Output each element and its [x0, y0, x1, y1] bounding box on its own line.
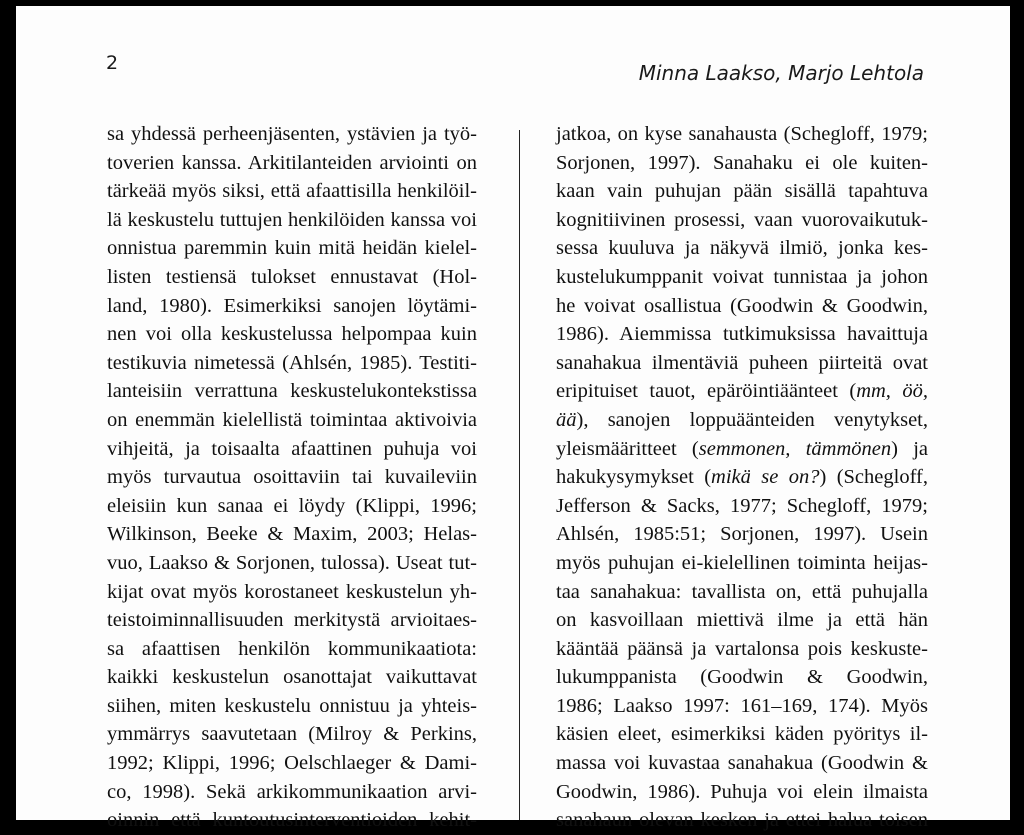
text-line: kijat ovat myös korostaneet keskustelun yh-: [107, 580, 477, 603]
document-page: [16, 6, 1010, 832]
text-line: 1986; Laakso 1997: 161–169, 174). Myös: [556, 694, 928, 717]
text-line: oinnin että kuntoutusinterventioiden kehit-: [107, 809, 477, 832]
text-line: myös puhujan ei-kielellinen toiminta heijas-: [556, 551, 928, 574]
text-line: taa sanahakua: tavallista on, että puhujalla: [556, 580, 928, 603]
text-line: he voivat osallistua (Goodwin & Goodwin,: [556, 294, 928, 317]
text-line: on kasvoillaan miettivä ilme ja että hän: [556, 609, 928, 632]
text-line: teistoiminnallisuuden merkitystä arvioitaes-: [107, 609, 477, 632]
column-divider: [519, 130, 520, 820]
text-line: vihjeitä, ja toisaalta afaattinen puhuja voi: [107, 437, 477, 460]
text-line: kääntää päänsä ja vartalonsa pois keskuste-: [556, 637, 928, 660]
text-line: listen testiensä tulokset ennustavat (Hol-: [107, 265, 477, 288]
page-number: 2: [106, 52, 119, 74]
text-line: on enemmän kielellistä toimintaa aktivoivia: [107, 408, 477, 431]
text-line: lä keskustelu tuttujen henkilöiden kanssa voi: [107, 208, 477, 231]
text-line: sanahakua ilmentäviä puheen piirteitä ovat: [556, 351, 928, 374]
text-line: land, 1980). Esimerkiksi sanojen löytämi-: [107, 294, 477, 317]
text-line: Jefferson & Sacks, 1977; Schegloff, 1979;: [556, 494, 928, 517]
text-line: eripituiset tauot, epäröintiäänteet (mm, öö,: [556, 380, 928, 403]
text-line: eleisiin kun sanaa ei löydy (Klippi, 1996;: [107, 494, 477, 517]
text-line: lanteisiin verrattuna keskustelukontekstissa: [107, 380, 477, 403]
text-line: kaan vain puhujan pään sisällä tapahtuva: [556, 180, 928, 203]
text-line: siihen, miten keskustelu onnistuu ja yhteis-: [107, 694, 477, 717]
right-text-column: [556, 120, 928, 835]
text-line: toverien kanssa. Arkitilanteiden arviointi on: [107, 151, 477, 174]
text-line: 1992; Klippi, 1996; Oelschlaeger & Dami-: [107, 752, 477, 775]
text-line: testikuvia nimetessä (Ahlsén, 1985). Testiti-: [107, 351, 477, 374]
text-line: sa yhdessä perheenjäsenten, ystävien ja työ-: [107, 123, 477, 145]
text-line: Sorjonen, 1997). Sanahaku ei ole kuiten-: [556, 151, 928, 174]
text-line: jatkoa, on kyse sanahausta (Schegloff, 1979;: [556, 123, 928, 145]
text-line: Ahlsén, 1985:51; Sorjonen, 1997). Usein: [556, 523, 928, 546]
text-line: nen voi olla keskustelussa helpompaa kuin: [107, 323, 477, 346]
text-line: käsien eleet, esimerkiksi käden pyöritys il-: [556, 723, 928, 746]
text-line: 1986). Aiemmissa tutkimuksissa havaittuja: [556, 323, 928, 346]
text-line: vuo, Laakso & Sorjonen, tulossa). Useat tut-: [107, 551, 477, 574]
text-line: tärkeää myös siksi, että afaattisilla henkilöil-: [107, 180, 477, 203]
text-line: kognitiivinen prosessi, vaan vuorovaikutuk-: [556, 208, 928, 231]
text-line: ää), sanojen loppuäänteiden venytykset,: [556, 408, 928, 431]
text-line: kustelukumppanit voivat tunnistaa ja johon: [556, 265, 928, 288]
text-line: onnistua paremmin kuin mitä heidän kielel-: [107, 237, 477, 260]
text-line: myös turvautua osoittaviin tai kuvaileviin: [107, 466, 477, 489]
text-line: sa afaattisen henkilön kommunikaatiota:: [107, 637, 477, 660]
running-head-authors: Minna Laakso, Marjo Lehtola: [638, 61, 924, 85]
text-line: sessa kuuluva ja näkyvä ilmiö, jonka kes-: [556, 237, 928, 260]
left-text-column: [107, 120, 477, 835]
text-line: co, 1998). Sekä arkikommunikaation arvi-: [107, 780, 477, 803]
text-line: ymmärrys saavutetaan (Milroy & Perkins,: [107, 723, 477, 746]
text-line: yleismääritteet (semmonen, tämmönen) ja: [556, 437, 928, 460]
text-line: Wilkinson, Beeke & Maxim, 2003; Helas-: [107, 523, 477, 546]
text-line: massa voi kuvastaa sanahakua (Goodwin &: [556, 752, 928, 775]
text-line: kaikki keskustelun osanottajat vaikuttavat: [107, 666, 477, 689]
text-line: hakukysymykset (mikä se on?) (Schegloff,: [556, 466, 928, 489]
text-line: sanahaun olevan kesken ja ettei halua toisen: [556, 809, 928, 832]
text-line: lukumppanista (Goodwin & Goodwin,: [556, 666, 928, 689]
text-line: Goodwin, 1986). Puhuja voi elein ilmaista: [556, 780, 928, 803]
